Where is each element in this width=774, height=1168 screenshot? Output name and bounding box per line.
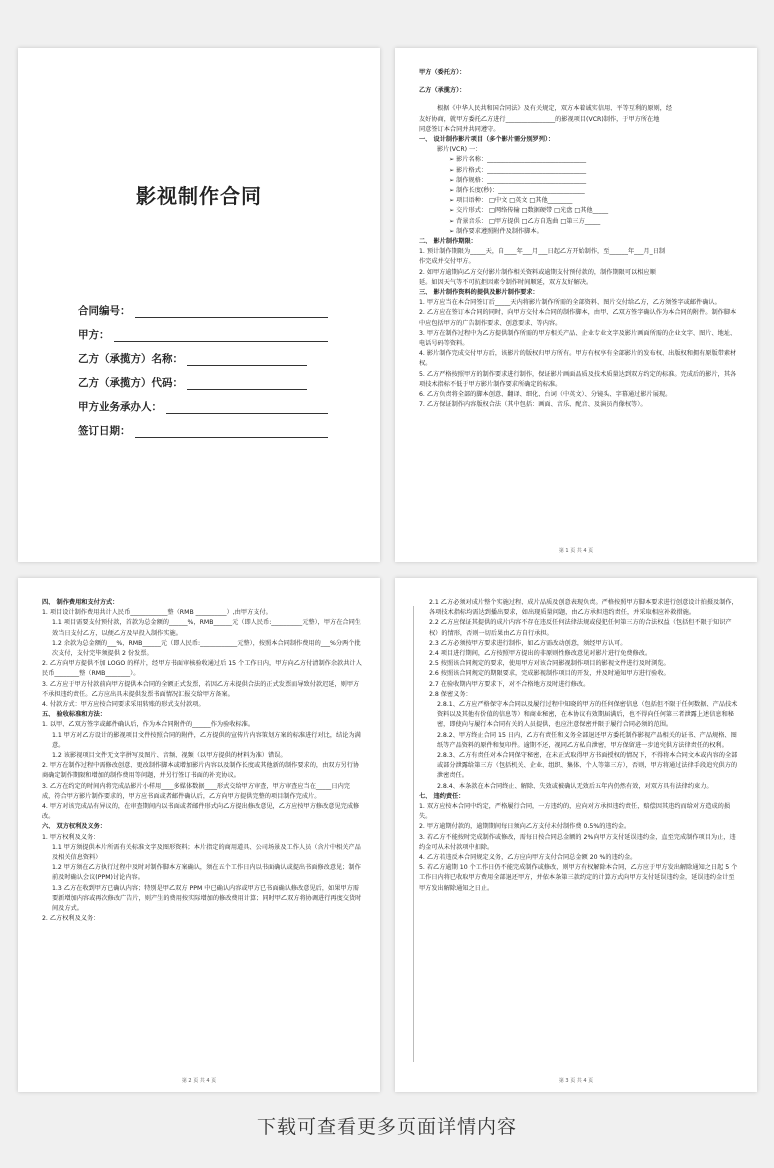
text-line: ➢ 制作长度(秒)：____________________________: [449, 187, 585, 195]
cover-field-label: 签订日期：: [78, 425, 131, 437]
text-line: 2.1 乙方必须对成片整个实施过程、成片品质及创意表现负责。严格按照甲方脚本要求进行创意设计拍摄及制作，各项技术指标均需达到播出要求，如出现质量问题，由乙方承担违约责任，并采取相应补救措施。: [429, 599, 738, 617]
cover-field-label: 合同编号：: [78, 305, 131, 317]
text-line: ➢ 影片名称：________________________________: [449, 156, 587, 164]
text-line: 1. 以甲、乙双方签字或邮件确认后，作为本合同附件的______作为验收标准。: [42, 721, 255, 729]
text-line: 1.1 甲方须提供本片所需有关标准文字及图形资料；本片指定的商用道具、公司场景及工作人员（含片中相关产品及相关信息资料）: [52, 843, 361, 862]
text-line: 2.8 保密义务：: [429, 690, 472, 698]
text-line: 4. 甲方对该完成品有异议的，在审查期间内以书面或者邮件形式向乙方提出修改意见，乙方应按甲方修改意见完成修改。: [42, 803, 360, 821]
text-line: 2.4 项目进行期间，乙方按照甲方提出的非原则性修改意见对影片进行免费修改。: [429, 650, 652, 658]
text-line: 2.8.1、乙方应严格保守本合同以及履行过程中知晓的甲方的任何保密信息（包括但不限于任何数据、产品技术资料以及其他有价值的信息等）和商业秘密，在本协议有效期届满后，也不得向任何第三者泄露上述信息和秘密，即使向与履行本合同有关的人员提供，也应注意保密并限于履行合同必须的范围。: [437, 701, 738, 729]
text-line: ➢ 制作规格：________________________________: [449, 176, 587, 184]
contract-page-1: [395, 48, 757, 562]
cover-field-label: 乙方（承揽方）名称：: [78, 353, 183, 365]
text-line: ➢ 交片形式： □网络传输 □数据硬带 □光盘 □其他_____: [449, 207, 609, 215]
spacer: [419, 78, 739, 86]
text-line: ➢ 制作要求遵照附件及制作脚本。: [449, 227, 543, 235]
cover-field-party-b-code: [78, 366, 328, 390]
text-line: 7. 乙方保证制作内容版权合法（其中包括：画面、音乐、配音、及演员肖像权等）。: [419, 401, 647, 409]
text-line: 3. 若乙方不能按时完成制作或修改，需每日按合同总金额的 2%向甲方支付延误违约金，直至完成制作项目为止，违约金可从未付款项中扣除。: [419, 833, 736, 851]
section-heading: 五、 验收标准和方法：: [42, 711, 107, 719]
text-line: 2. 乙方权利及义务：: [42, 915, 100, 923]
text-line: 1. 预计制作期限为_____天，自____年___月___日起乙方开始制作，至______年___月_日制: [419, 248, 666, 256]
text-line: 2.7 在验收期内甲方要求下，对不合格地方及时进行修改。: [429, 680, 590, 688]
text-line: ➢ 背景音乐： □甲方提供 □乙方自选曲 □第三方_____: [449, 217, 601, 225]
cover-title: 影视制作合同: [136, 184, 262, 208]
text-line: 1. 甲方权利及义务：: [42, 833, 100, 841]
fill-line: [114, 329, 329, 342]
cover-field-sign-date: [78, 414, 328, 438]
text-line: 2. 甲方在制作过程中需修改创意、更改制作脚本或增加影片内容以及制作长度或其他新的制作要求的，由双方另行协商确定制作期限和增加的制作费用等问题，并另行签订书面的补充协议。: [42, 762, 360, 780]
text-line: 影片(VCR) 一：: [437, 146, 482, 154]
download-caption[interactable]: 下载可查看更多页面详情内容: [256, 1116, 517, 1138]
text-line: 3. 甲方在制作过程中为乙方提供制作所需的甲方相关产品、企业专业文字及影片画面所需的企业文字、图片、地址、电话号码等资料。: [419, 329, 737, 348]
cover-field-party-b-name: [78, 342, 328, 366]
text-line: 同意签订本合同并共同遵守。: [419, 125, 500, 133]
cover-field-party-a: [78, 318, 328, 342]
section-heading: 乙方（承揽方）：: [419, 87, 466, 95]
section-heading: 六、 双方权利及义务：: [42, 823, 107, 831]
fill-line: [135, 425, 329, 438]
fill-line: [166, 401, 328, 414]
text-line: 4. 乙方若违反本合同规定义务，乙方应向甲方支付合同总金额 20 %的违约金。: [419, 854, 637, 862]
text-line: 5. 若乙方逾期 10 个工作日仍不能完成制作或修改，则甲方有权解除本合同，乙方应于甲方发出解除通知之日起 5 个工作日内将已收取甲方费用全部退还甲方，并依本条第三款约定的计算方式向甲方支付延误违约金，延误违约金计至甲方发出解除通知之日止。: [419, 864, 738, 892]
spacer: [419, 96, 739, 104]
text-line: 2.8.3、乙方有责任对本合同保守秘密，在未正式取得甲方书面授权的情况下，不得将本合同文本或内容的全部或部分泄露给第三方（包括机关、企业、组织、集体、个人等第三方），否则，甲方将通过法律手段追究供方的泄密责任。: [437, 752, 738, 780]
text-line: 2. 甲方逾期付款的，逾期期间每日须向乙方支付未付制作费 0.5%的违约金。: [419, 823, 631, 831]
text-line: 3. 乙方应于甲方付款前向甲方提供本合同的全额正式发票，若因乙方未提供合法的正式发票而导致付款迟延，则甲方不承担违约责任。乙方应出具未提供发票书面情况汇报交给甲方备案。: [42, 680, 360, 698]
section-heading: 三、 影片制作资料的提供及影片制作要求：: [419, 289, 539, 297]
cover-field-label: 乙方（承揽方）代码：: [78, 377, 183, 389]
text-line: 2.8.4、本条款在本合同终止、解除、失效或被确认无效后五年内仍然有效，对双方具有法律约束力。: [437, 782, 713, 790]
text-line: 1.1 项目需要支付预付款，首款为总金额的______%，RMB______元（即人民币:__________元整），甲方在合同生效当日支付乙方，以便乙方及早投入制作实施。: [52, 619, 361, 637]
contract-page-3: [395, 578, 757, 1092]
text-line: 2.3 乙方必须按甲方要求进行制作，如乙方需改动创意，须经甲方认可。: [429, 639, 627, 647]
section-heading: 七、 违约责任：: [419, 792, 465, 800]
text-line: 根据《中华人民共和国合同法》及有关规定，双方本着诚实信用、平等互利的原则，经: [437, 105, 673, 113]
page-body: [419, 598, 739, 894]
text-line: 2.2 乙方应保证其提供的成片内容不存在违反任何法律法规或侵犯任何第三方的合法权益（包括但不限于知识产权）的情形，否则一切后果由乙方自行承担。: [429, 619, 732, 637]
text-line: 2. 如甲方逾期向乙方交付影片制作相关资料或逾期支付预付款的，制作期限可以相应顺: [419, 268, 656, 276]
text-line: 1.2 该影视项目文件无文字拼写及图片、音频、视频（以甲方提供的材料为准）错误。: [52, 752, 287, 760]
text-line: 1.1 甲方对乙方设计的影视项目文件按照合同的附件，乙方提供的宣传片内容策划方案的标准进行对比，结论为满意。: [52, 731, 361, 749]
page-body: [419, 68, 739, 411]
text-line: 延。如因天气等不可抗拒因素令制作时间顺延，双方友好解决。: [419, 278, 593, 286]
text-line: 1. 双方应按本合同中约定，严格履行合同，一方违约的，应向对方承担违约责任，赔偿因其违约而给对方造成的损失。: [419, 803, 731, 821]
text-line: ➢ 影片格式：________________________________: [449, 166, 587, 174]
cover-fields: [78, 294, 328, 438]
text-line: 2.6 按照该合同规定的期限要求，完成影视制作项目的开发，并及时通知甲方进行验收。: [429, 670, 670, 678]
text-line: 作完成并交付甲方。: [419, 258, 475, 266]
section-heading: 二、 影片制作期限：: [419, 238, 477, 246]
text-line: 4. 付款方式：甲方应按合同要求采用转账的形式支付款项。: [42, 701, 205, 709]
section-heading: 四、 制作费用和支付方式：: [42, 599, 119, 606]
section-heading: 甲方（委托方）：: [419, 69, 466, 76]
text-line: 2.5 按照该合同规定的要求，使用甲方对该合同影视制作项目的影视文件进行及时浏览。: [429, 660, 670, 668]
text-line: 1.2 甲方须在乙方执行过程中及时对制作脚本方案确认，须在五个工作日内以书面确认或提出书面修改意见；制作前及时确认会议(PPM)讨论内容。: [52, 864, 361, 882]
text-line: 1.3 乙方在收到甲方已确认内容；特别是甲乙双方 PPM 中已确认内容或甲方已书面确认修改意见后，如果甲方需要新增加内容或再次修改广告片，则产生的费用按实际增加的修改费用计算；同时甲乙双方将协调进行再度交货时间及方式。: [52, 884, 362, 913]
cover-page: [18, 48, 380, 562]
contract-page-2: [18, 578, 380, 1092]
page-footer: 第 3 页 共 4 页: [558, 1078, 594, 1084]
cover-field-handler: [78, 390, 328, 414]
text-line: 2.8.2、甲方终止合同 15 日内，乙方有责任和义务全部退还甲方委托制作影视产品相关的证书、产品规格、图纸等产品资料的原件和复印件。逾期不还，视同乙方私自泄密，甲方保留进一步追究供方法律责任的权利。: [437, 731, 737, 749]
page-body: [42, 598, 362, 925]
text-line: 1. 甲方应当在本合同签订后_____天内将影片制作所需的全部资料、图片交付给乙方，乙方须签字或邮件确认。: [419, 299, 721, 307]
text-line: 6. 乙方负责将全部的脚本创意、翻译、细化、台词（中英文）、分镜头、字幕通过影片展现。: [419, 391, 672, 399]
text-line: 2. 乙方应在签订本合同的同时，向甲方交付本合同的制作脚本，由甲、乙双方签字确认作为本合同的附件。制作脚本中应包括甲方的广告制作要求、创意要求、等内容。: [419, 309, 737, 327]
section-heading: 一、 设计制作影片项目（多个影片需分别罗列）：: [419, 136, 555, 144]
cover-field-label: 甲方业务承办人：: [78, 401, 162, 413]
text-line: ➢ 项目语种： □中文 □英文 □其他________: [449, 197, 573, 205]
text-line: 5. 乙方严格按照甲方的制作要求进行制作，保证影片画面品质及技术质量达到双方约定的标准。完成后的影片，其各项技术指标不低于甲方影片制作要求所确定的标准。: [419, 370, 737, 388]
fill-line: [187, 377, 307, 390]
text-line: 4. 影片制作完成交付甲方后，该影片的版权归甲方所有。甲方有权享有全部影片的发布权、出版权和拥有原版带素材权。: [419, 350, 737, 368]
page-footer: 第 2 页 共 4 页: [181, 1078, 217, 1084]
cover-field-contract-no: [78, 294, 328, 318]
text-line: 1. 项目设计制作费用共计人民币____________整（RMB __________）,由甲方支付。: [42, 609, 272, 617]
text-line: 2. 乙方向甲方提供不加 LOGO 的样片，经甲方书面审核验收通过后 15 个工作日内，甲方向乙方付清制作余款共计人民币________整（RMB________）。: [42, 660, 362, 678]
cover-field-label: 甲方：: [78, 329, 110, 341]
text-line: 1.2 余款为总金额的___%，RMB______元（即人民币:____________元整），按照本合同制作费用的___%分两个批次支付，支付完毕须提供 2 份发票。: [52, 639, 361, 658]
text-line: 友好协商，就甲方委托乙方进行________________的影视项目(VCR)制作，于甲方所在地: [419, 115, 660, 123]
fill-line: [135, 305, 329, 318]
margin-rule: [413, 606, 414, 1062]
fill-line: [187, 353, 307, 366]
page-footer: 第 1 页 共 4 页: [558, 548, 594, 554]
text-line: 3. 乙方在约定的时间内将完成品影片小样用____多媒体数据____形式交给甲方审查，甲方审查应当在_____日内完成，符合甲方影片制作要求的，甲方应书面或者邮件确认后，乙方向甲方提供完整的项目制作完成片。: [42, 782, 350, 800]
